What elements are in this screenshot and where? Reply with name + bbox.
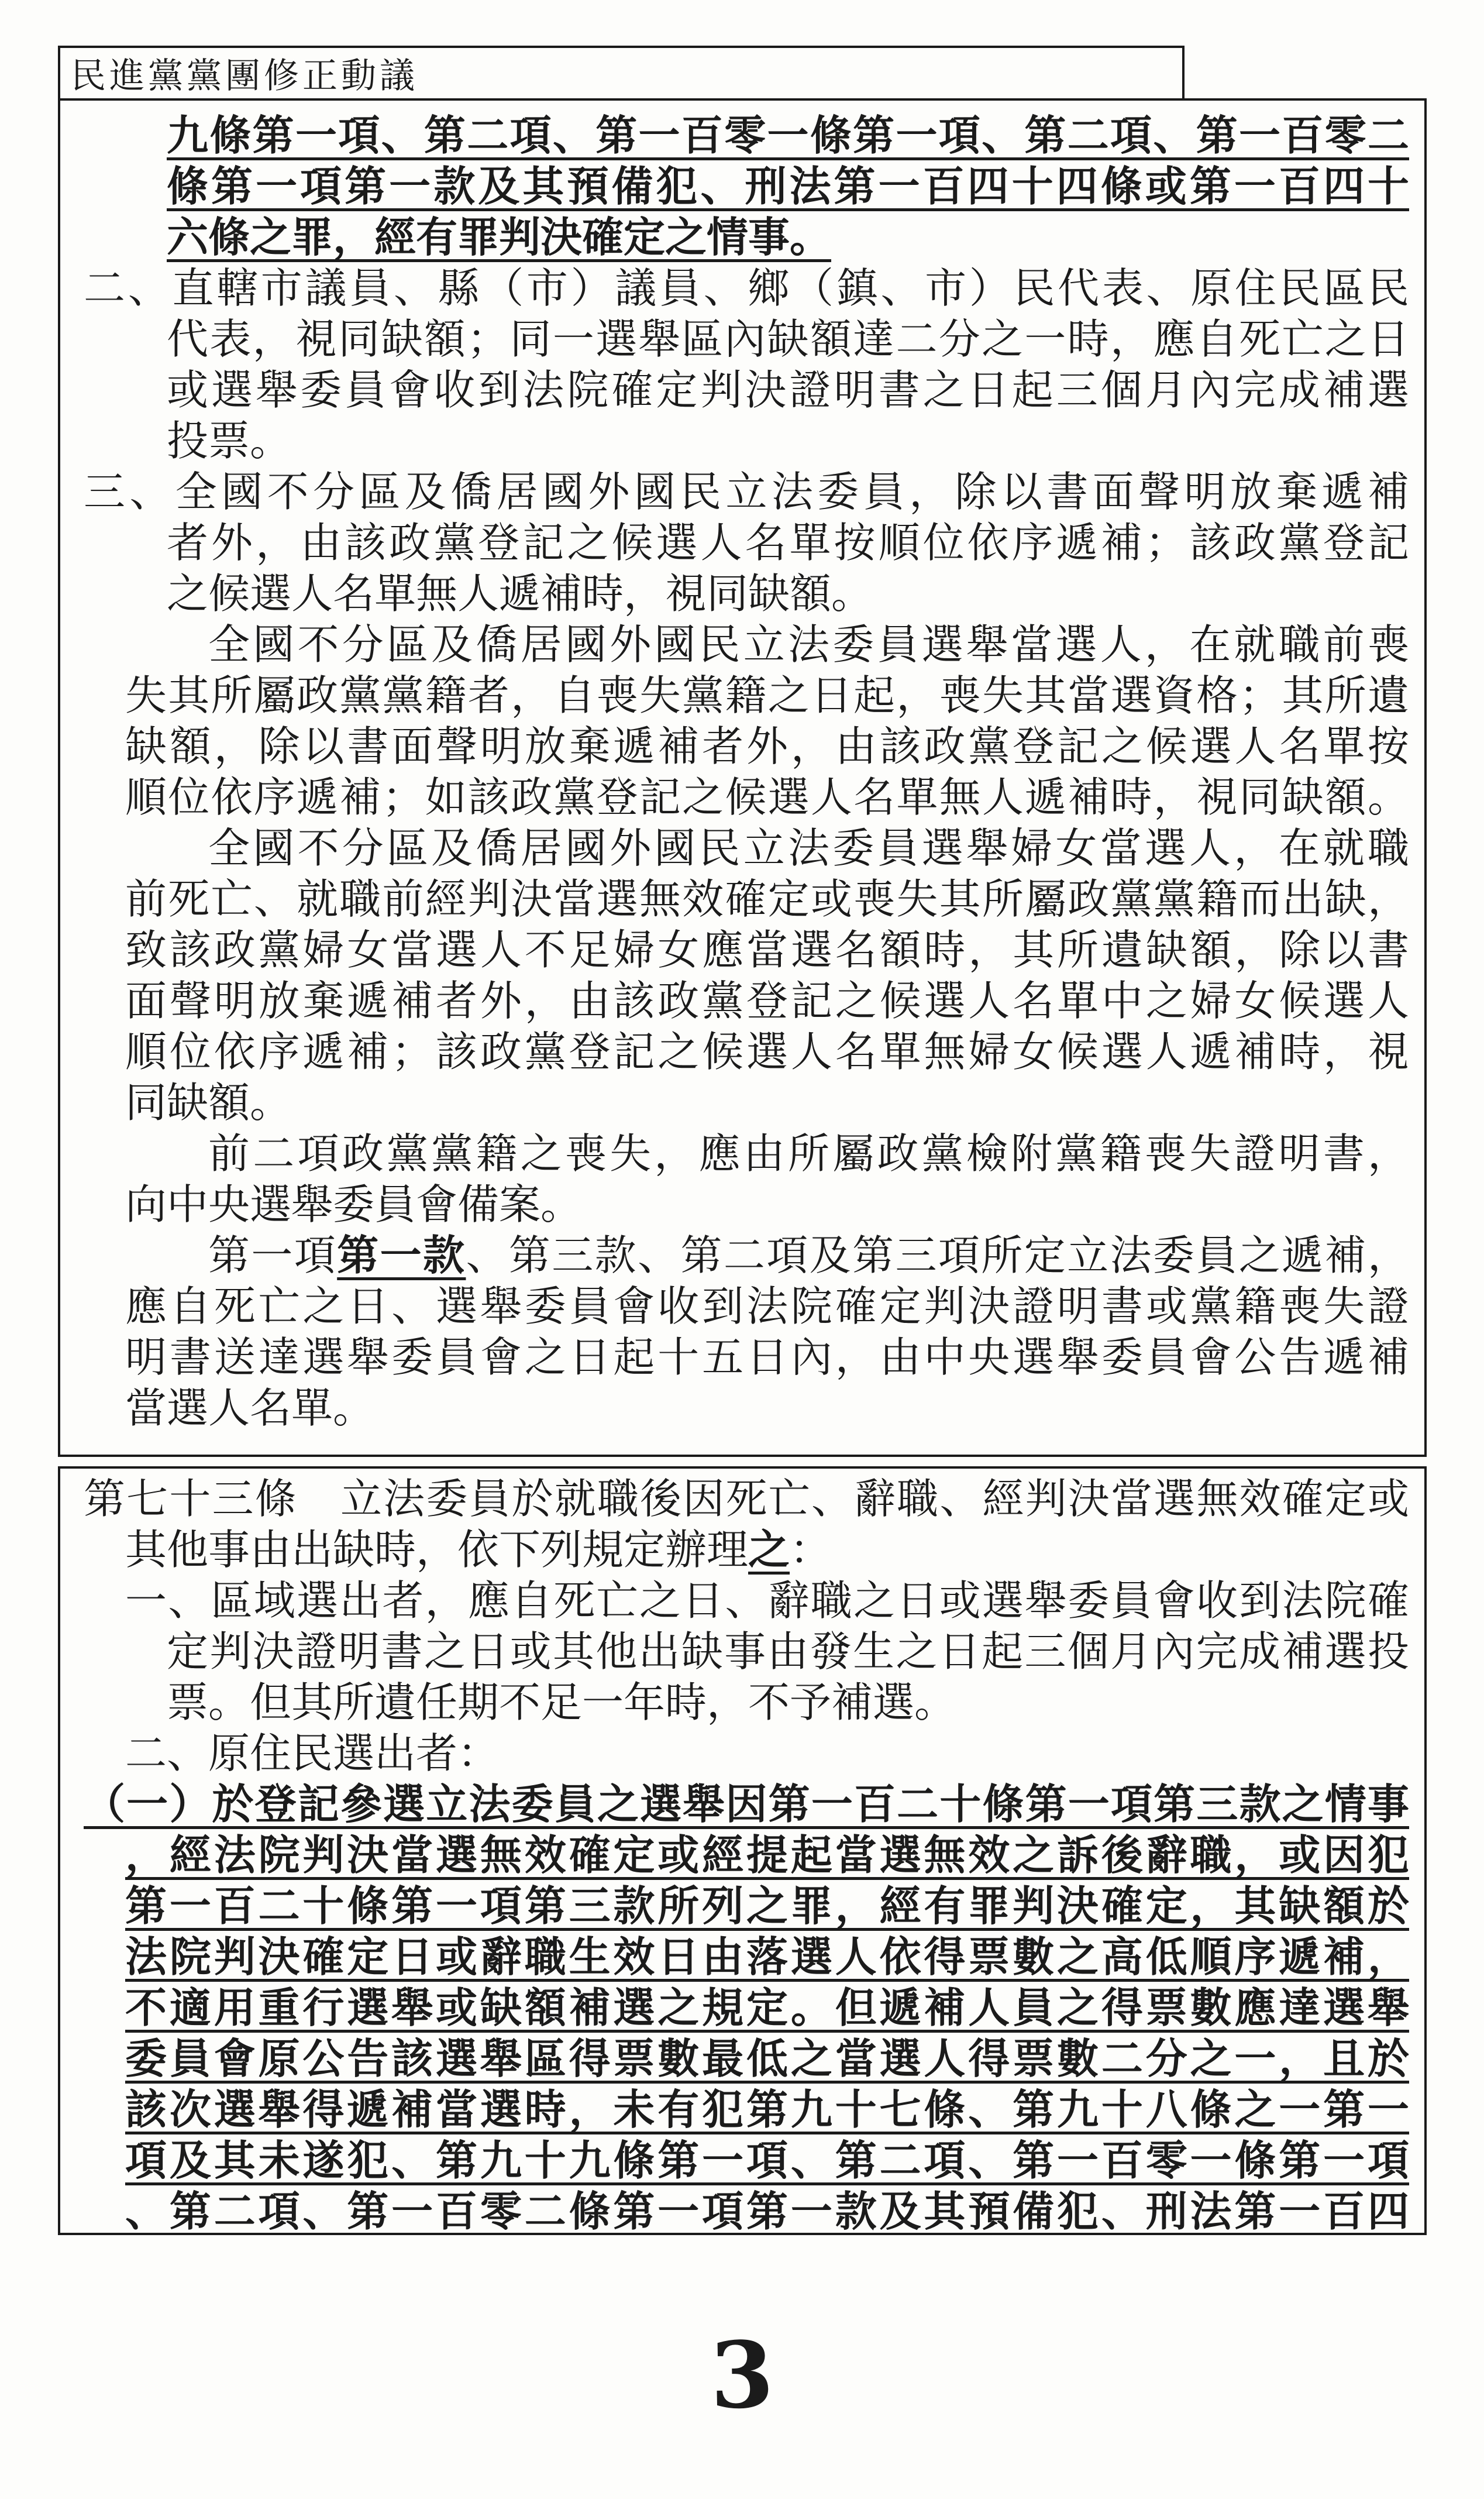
text-line <box>84 772 1409 823</box>
text-segment: 全國不分區及僑居國外國民立法委員選舉婦女當選人，在就職 <box>208 824 1409 872</box>
text-line <box>84 1332 1409 1383</box>
text-segment: 順位依序遞補；該政黨登記之候選人名單無婦女候選人遞補時，視 <box>125 1027 1409 1076</box>
text-segment: 條第一項第一款及其預備犯、刑法第一百四十四條或第一百四十 <box>167 161 1409 211</box>
text-segment: 之 <box>748 1525 790 1574</box>
text-segment: 或選舉委員會收到法院確定判決證明書之日起三個月內完成補選 <box>167 366 1409 414</box>
page-number: 3 <box>709 2321 775 2429</box>
text-segment: 法院判決確定日或辭職生效日由落選人依得票數之高低順序遞補， <box>125 1932 1409 1981</box>
text-line <box>84 1077 1409 1128</box>
text-segment: 二、原住民選出者： <box>125 1729 500 1778</box>
text-segment: 二、直轄市議員、縣（市）議員、鄉（鎮、市）民代表、原住民區民 <box>84 264 1409 312</box>
text-segment: 票。但其所遺任期不足一年時，不予補選。 <box>167 1678 956 1727</box>
text-line <box>84 1982 1409 2033</box>
text-segment: 向中央選舉委員會備案。 <box>125 1180 583 1229</box>
text-segment: 者外，由該政黨登記之候選人名單按順位依序遞補；該政黨登記 <box>167 518 1409 567</box>
text-line <box>84 1128 1409 1179</box>
text-segment: 六條之罪，經有罪判決確定之情事。 <box>167 212 832 262</box>
caucus-label: 民進黨黨團修正動議 <box>71 56 418 97</box>
text-segment: 前死亡、就職前經判決當選無效確定或喪失其所屬政黨黨籍而出缺， <box>125 875 1409 923</box>
text-line <box>84 1677 1409 1728</box>
text-line <box>84 1383 1409 1434</box>
text-line <box>84 1931 1409 1982</box>
text-segment: ： <box>790 1525 832 1574</box>
text-segment: 面聲明放棄遞補者外，由該政黨登記之候選人名單中之婦女候選人 <box>125 977 1409 1025</box>
text-line <box>84 1230 1409 1281</box>
text-segment: 全國不分區及僑居國外國民立法委員選舉當選人，在就職前喪 <box>208 620 1409 669</box>
text-segment: 第一款 <box>337 1230 466 1280</box>
text-line <box>84 823 1409 874</box>
text-segment: 應自死亡之日、選舉委員會收到法院確定判決證明書或黨籍喪失證 <box>125 1282 1409 1331</box>
amendment-text-box-2 <box>58 1466 1427 2235</box>
text-line <box>84 1881 1409 1931</box>
text-line <box>84 314 1409 365</box>
text-line <box>84 415 1409 466</box>
text-line <box>84 1575 1409 1626</box>
text-line <box>84 1473 1409 1524</box>
amendment-text-box-1 <box>58 98 1427 1457</box>
text-segment: 九條第一項、第二項、第一百零一條第一項、第二項、第一百零二 <box>167 111 1409 160</box>
text-line <box>84 1026 1409 1077</box>
text-segment: 前二項政黨黨籍之喪失，應由所屬政黨檢附黨籍喪失證明書， <box>208 1129 1409 1178</box>
text-line <box>84 1728 1409 1779</box>
text-line <box>84 1524 1409 1575</box>
text-segment: 同缺額。 <box>125 1078 292 1127</box>
text-segment: 、第三款、第二項及第三項所定立法委員之遞補， <box>466 1231 1409 1280</box>
text-segment: 順位依序遞補；如該政黨登記之候選人名單無人遞補時，視同缺額。 <box>125 773 1409 821</box>
text-line <box>84 263 1409 314</box>
text-line <box>84 2033 1409 2084</box>
text-segment: 代表，視同缺額；同一選舉區內缺額達二分之一時，應自死亡之日 <box>167 315 1409 363</box>
text-line <box>84 670 1409 721</box>
text-segment: （一）於登記參選立法委員之選舉因第一百二十條第一項第三款之情事 <box>84 1779 1409 1828</box>
text-line <box>84 517 1409 568</box>
text-segment: 投票。 <box>167 417 292 465</box>
text-segment: 項及其未遂犯、第九十九條第一項、第二項、第一百零一條第一項 <box>125 2136 1409 2185</box>
text-segment: 該次選舉得遞補當選時，未有犯第九十七條、第九十八條之一第一 <box>125 2085 1409 2134</box>
text-line <box>84 365 1409 415</box>
text-segment: 第一百二十條第一項第三款所列之罪，經有罪判決確定，其缺額於 <box>125 1881 1409 1930</box>
text-line <box>84 975 1409 1026</box>
text-segment: 之候選人名單無人遞補時，視同缺額。 <box>167 569 873 618</box>
text-line <box>84 1281 1409 1332</box>
text-line <box>84 568 1409 619</box>
text-line <box>84 1779 1409 1830</box>
text-line <box>84 2135 1409 2186</box>
text-segment: ，經法院判決當選無效確定或經提起當選無效之訴後辭職，或因犯 <box>125 1830 1409 1879</box>
caucus-label-box <box>58 46 1185 98</box>
text-segment: 致該政黨婦女當選人不足婦女應當選名額時，其所遺缺額，除以書 <box>125 926 1409 974</box>
text-segment: 委員會原公告該選舉區得票數最低之當選人得票數二分之一，且於 <box>125 2034 1409 2083</box>
text-line <box>84 161 1409 212</box>
text-segment: 一、區域選出者，應自死亡之日、辭職之日或選舉委員會收到法院確 <box>125 1576 1409 1625</box>
text-line <box>84 1179 1409 1230</box>
text-segment: 其他事由出缺時，依下列規定辦理 <box>125 1525 749 1574</box>
text-segment: 當選人名單。 <box>125 1384 375 1432</box>
text-segment: 定判決證明書之日或其他出缺事由發生之日起三個月內完成補選投 <box>167 1627 1409 1676</box>
text-segment: 第一項 <box>208 1231 338 1280</box>
text-segment: 不適用重行選舉或缺額補選之規定。但遞補人員之得票數應達選舉 <box>125 1983 1409 2032</box>
text-line <box>84 1626 1409 1677</box>
text-segment: 失其所屬政黨黨籍者，自喪失黨籍之日起，喪失其當選資格；其所遺 <box>125 671 1409 720</box>
text-line <box>84 110 1409 161</box>
text-segment: 第七十三條 立法委員於就職後因死亡、辭職、經判決當選無效確定或 <box>84 1474 1409 1523</box>
text-segment: 三、全國不分區及僑居國外國民立法委員，除以書面聲明放棄遞補 <box>84 468 1409 516</box>
text-line <box>84 924 1409 975</box>
text-line <box>84 619 1409 670</box>
text-line <box>84 1830 1409 1881</box>
text-line <box>84 2186 1409 2235</box>
text-segment: 、第二項、第一百零二條第一項第一款及其預備犯、刑法第一百四 <box>125 2187 1409 2235</box>
text-line <box>84 721 1409 772</box>
text-line <box>84 2084 1409 2135</box>
text-segment: 明書送達選舉委員會之日起十五日內，由中央選舉委員會公告遞補 <box>125 1333 1409 1381</box>
text-line <box>84 466 1409 517</box>
text-line <box>84 874 1409 924</box>
text-line <box>84 212 1409 263</box>
text-segment: 缺額，除以書面聲明放棄遞補者外，由該政黨登記之候選人名單按 <box>125 722 1409 771</box>
